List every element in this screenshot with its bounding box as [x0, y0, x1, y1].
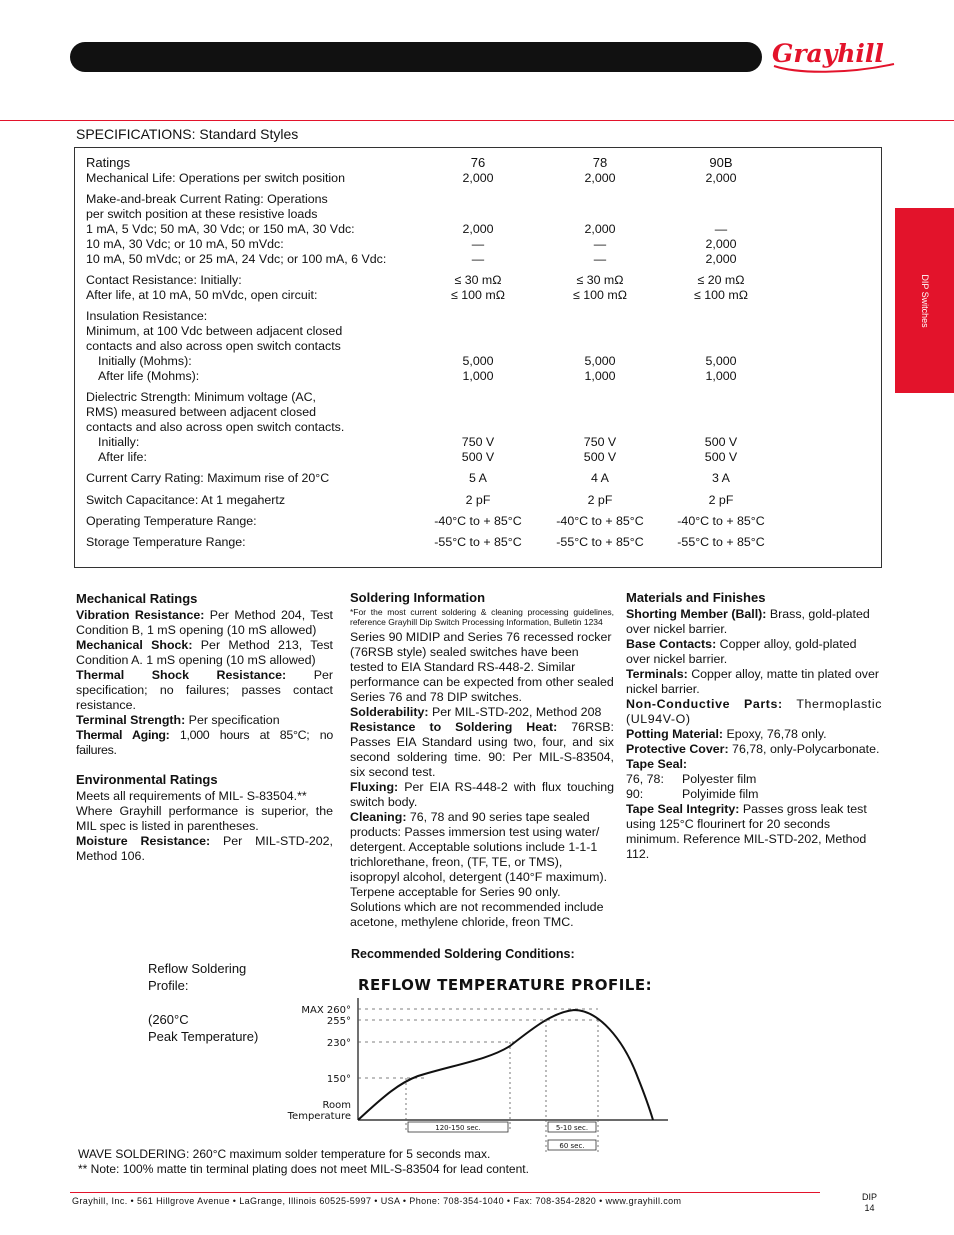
row-label: Operating Temperature Range: — [86, 514, 257, 528]
notes — [78, 1147, 529, 1177]
row-label: contacts and also across open switch contacts. — [86, 420, 345, 434]
row-value: — — [471, 237, 485, 251]
col-header-76: 76 — [470, 155, 486, 170]
environmental-line2: Where Grayhill performance is superior, the MIL spec is listed in parentheses. — [76, 804, 333, 833]
row-value: -40°C to + 85°C — [556, 514, 644, 528]
row-value: 5,000 — [705, 354, 737, 368]
reflow-profile-chart — [278, 970, 668, 1156]
col-header-90b: 90B — [709, 155, 733, 170]
shock-spec: Mechanical Shock: Per Method 213, Test Condition A. 1 mS opening (10 mS allowed) — [76, 638, 333, 667]
tape-seal-90: 90: Polyimide film — [626, 787, 759, 801]
row-value: 500 V — [461, 450, 495, 464]
row-value: — — [593, 252, 607, 266]
row-label: Minimum, at 100 Vdc between adjacent closed — [86, 324, 343, 338]
terminals-spec: Terminals: Copper alloy, matte tin plated over nickel barrier. — [626, 667, 879, 696]
row-value: 750 V — [583, 435, 617, 449]
solderability-spec: Solderability: Per MIL-STD-202, Method 208 — [350, 705, 602, 719]
row-value: 500 V — [583, 450, 617, 464]
row-label: Current Carry Rating: Maximum rise of 20°C — [86, 471, 330, 485]
cover-spec: Protective Cover: 76,78, only-Polycarbonate. — [626, 742, 880, 756]
row-value: -40°C to + 85°C — [677, 514, 765, 528]
label-room: Room — [322, 1100, 351, 1111]
header-bar — [70, 42, 762, 72]
row-label: Make-and-break Current Rating: Operations — [86, 192, 328, 206]
row-label: Storage Temperature Range: — [86, 535, 246, 549]
soldering-fine-print: *For the most current soldering & cleaning processing guidelines, reference Grayhill Dip Switch Processing Information, Bulletin 1234 — [350, 607, 614, 627]
soldering-column — [350, 590, 614, 930]
moisture-spec: Moisture Resistance: Per MIL-STD-202, Method 106. — [76, 834, 333, 863]
row-value: -55°C to + 85°C — [556, 535, 644, 549]
section-tab-label: DIP Switches — [919, 273, 930, 328]
materials-column — [626, 590, 882, 862]
row-label: 10 mA, 30 Vdc; or 10 mA, 50 mVdc: — [86, 237, 284, 251]
row-label: 1 mA, 5 Vdc; 50 mA, 30 Vdc; or 150 mA, 30 Vdc: — [86, 222, 355, 236]
fluxing-spec: Fluxing: Per EIA RS-448-2 with flux touching switch body. — [350, 780, 614, 809]
soldering-intro: Series 90 MIDIP and Series 76 recessed rocker (76RSB style) sealed switches have been tested to EIA Standard RS-448-2. Similar performance can be expected from other sealed Series 76 and 78 DIP switches. — [350, 630, 614, 704]
row-value: ≤ 100 mΩ — [694, 288, 748, 302]
reflow-note: Reflow Soldering Profile: (260°C Peak Temperature) — [148, 961, 259, 1044]
mechanical-column — [76, 591, 333, 864]
row-value: 4 A — [591, 471, 609, 485]
spec-title: SPECIFICATIONS: Standard Styles — [76, 126, 299, 142]
row-value: -40°C to + 85°C — [434, 514, 522, 528]
row-label: 10 mA, 50 mVdc; or 25 mA, 24 Vdc; or 100 mA, 6 Vdc: — [86, 252, 387, 266]
thermal-aging-spec: Thermal Aging: 1,000 hours at 85°C; no failures. — [76, 728, 333, 757]
matte-tin-note: ** Note: 100% matte tin terminal plating does not meet MIL-S-83504 for lead content. — [78, 1162, 529, 1176]
row-value: -55°C to + 85°C — [677, 535, 765, 549]
row-value: 5,000 — [584, 354, 616, 368]
vibration-spec: Vibration Resistance: Per Method 204, Test Condition B, 1 mS opening (10 mS allowed) — [76, 608, 333, 637]
row-value: 2 pF — [708, 493, 734, 507]
materials-title: Materials and Finishes — [626, 590, 766, 605]
row-value: -55°C to + 85°C — [434, 535, 522, 549]
page-number: DIP 14 — [862, 1192, 878, 1213]
row-value: 1,000 — [584, 369, 616, 383]
recommended-conditions-title: Recommended Soldering Conditions: — [351, 947, 575, 961]
row-value: ≤ 20 mΩ — [697, 273, 745, 287]
tape-seal-76-78: 76, 78: Polyester film — [626, 772, 757, 786]
base-contacts-spec: Base Contacts: Copper alloy, gold-plated over nickel barrier. — [626, 637, 857, 666]
cleaning-spec: Cleaning: 76, 78 and 90 series tape sealed products: Passes immersion test using water/ detergent. Acceptable solutions include 1-1-1 trichlorethane, freon, (TF, TE, or TMS), isopropyl alcohol, detergent (140°F maximum). Terpene acceptable for Series 90 only. Solutions which are not recommended include acetone, methylene chloride, freon TMC. — [350, 810, 608, 929]
row-value: 2,000 — [705, 252, 737, 266]
row-label: Mechanical Life: Operations per switch position — [86, 171, 345, 185]
temperature-curve — [358, 1010, 653, 1120]
mechanical-title: Mechanical Ratings — [76, 591, 198, 606]
label-max: MAX 260° — [301, 1005, 351, 1016]
row-value: ≤ 100 mΩ — [451, 288, 505, 302]
row-value: — — [593, 237, 607, 251]
wave-soldering-note: WAVE SOLDERING: 260°C maximum solder temperature for 5 seconds max. — [78, 1147, 491, 1161]
row-label: per switch position at these resistive loads — [86, 207, 318, 221]
row-value: ≤ 30 mΩ — [454, 273, 502, 287]
label-room-2: Temperature — [287, 1111, 351, 1122]
row-value: 2,000 — [462, 171, 494, 185]
row-value: 1,000 — [462, 369, 494, 383]
footer-rule — [70, 1192, 820, 1193]
label-230: 230° — [326, 1038, 351, 1049]
row-value: — — [471, 252, 485, 266]
chart-title: REFLOW TEMPERATURE PROFILE: — [358, 976, 653, 994]
soldering-title: Soldering Information — [350, 590, 486, 605]
label-150: 150° — [326, 1074, 351, 1085]
row-label: After life, at 10 mA, 50 mVdc, open circuit: — [86, 288, 318, 302]
terminal-strength-spec: Terminal Strength: Per specification — [76, 713, 280, 727]
tape-seal-integrity-spec: Tape Seal Integrity: Passes gross leak test using 125°C flourinert for 20 seconds minimum. Reference MIL-STD-202, Method 112. — [626, 802, 867, 861]
row-value: — — [714, 222, 728, 236]
non-conductive-spec: Non-Conductive Parts: Thermoplastic (UL94V-O) — [626, 697, 882, 726]
row-label: After life: — [98, 450, 147, 464]
environmental-line1: Meets all requirements of MIL- S-83504.** — [76, 789, 307, 803]
environmental-title: Environmental Ratings — [76, 772, 218, 787]
row-value: 2,000 — [584, 222, 616, 236]
row-value: 750 V — [461, 435, 495, 449]
grayhill-logo — [768, 36, 900, 78]
row-value: 2,000 — [705, 237, 737, 251]
footer-address: Grayhill, Inc. • 561 Hillgrove Avenue • LaGrange, Illinois 60525-5997 • USA • Phone: 708-354-1040 • Fax: 708-354-2820 • www.grayhill.com — [72, 1196, 682, 1206]
row-value: 5,000 — [462, 354, 494, 368]
row-label: Switch Capacitance: At 1 megahertz — [86, 493, 286, 507]
row-value: 5 A — [469, 471, 487, 485]
row-label: Dielectric Strength: Minimum voltage (AC, — [86, 390, 316, 404]
thermal-shock-spec: Thermal Shock Resistance: Per specification; no failures; passes contact resistance. — [76, 668, 333, 712]
row-value: 2 pF — [465, 493, 491, 507]
potting-spec: Potting Material: Epoxy, 76,78 only. — [626, 727, 827, 741]
tape-seal-label: Tape Seal: — [626, 757, 688, 771]
row-label: contacts and also across open switch contacts — [86, 339, 341, 353]
row-value: 500 V — [704, 435, 738, 449]
row-label: After life (Mohms): — [98, 369, 200, 383]
col-header-78: 78 — [592, 155, 608, 170]
row-value: 2,000 — [705, 171, 737, 185]
row-label: RMS) measured between adjacent closed — [86, 405, 317, 419]
row-label: Initially (Mohms): — [98, 354, 192, 368]
soldering-heat-spec: Resistance to Soldering Heat: 76RSB: Passes EIA Standard using two, four, and six second soldering time. 90: Per MIL-S-83504, six second test. — [350, 720, 614, 779]
row-value: 3 A — [712, 471, 730, 485]
dim-above: 60 sec. — [559, 1142, 585, 1150]
row-label: Insulation Resistance: — [86, 309, 208, 323]
logo-text: Grayhill — [772, 39, 884, 68]
dim-peak: 5-10 sec. — [555, 1124, 589, 1132]
ratings-header: Ratings — [86, 155, 131, 170]
label-255: 255° — [326, 1016, 351, 1027]
row-value: ≤ 30 mΩ — [576, 273, 624, 287]
header-rule — [0, 120, 954, 121]
row-value: 500 V — [704, 450, 738, 464]
row-value: 1,000 — [705, 369, 737, 383]
shorting-member-spec: Shorting Member (Ball): Brass, gold-plated over nickel barrier. — [626, 607, 870, 636]
section-tab — [895, 208, 954, 393]
row-label: Contact Resistance: Initially: — [86, 273, 242, 287]
row-label: Initially: — [98, 435, 140, 449]
row-value: 2,000 — [462, 222, 494, 236]
row-value: 2,000 — [584, 171, 616, 185]
dim-preheat: 120-150 sec. — [435, 1124, 481, 1132]
row-value: ≤ 100 mΩ — [573, 288, 627, 302]
row-value: 2 pF — [587, 493, 613, 507]
